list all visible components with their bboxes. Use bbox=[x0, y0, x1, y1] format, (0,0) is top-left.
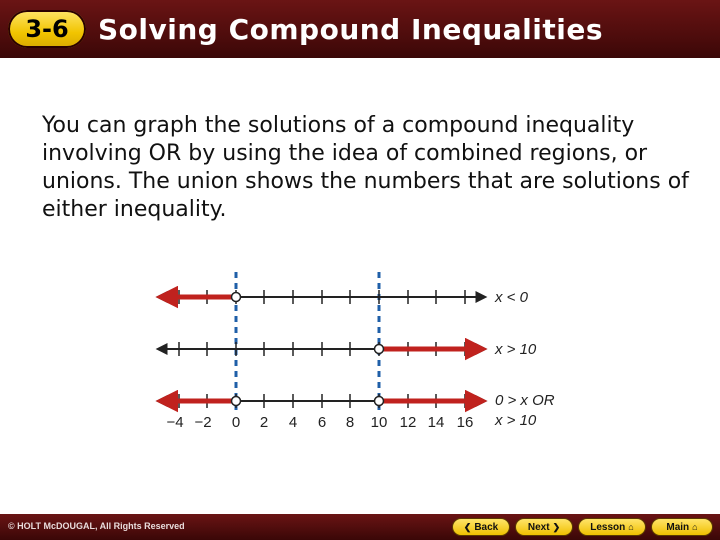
tick-label: 16 bbox=[456, 414, 474, 431]
tick-label: −2 bbox=[194, 414, 212, 431]
open-circle-ten bbox=[375, 345, 384, 354]
tick-label: 10 bbox=[370, 414, 388, 431]
section-badge: 3-6 bbox=[8, 10, 86, 48]
footer-bar bbox=[0, 514, 720, 540]
main-button[interactable] bbox=[651, 518, 713, 536]
inequality-label-3a: 0 > x OR bbox=[495, 392, 555, 409]
inequality-label-1: x < 0 bbox=[495, 289, 528, 306]
tick-label: 8 bbox=[345, 414, 355, 431]
next-label: Next bbox=[527, 521, 550, 533]
tick-label: 2 bbox=[259, 414, 269, 431]
back-button[interactable] bbox=[452, 518, 510, 536]
home-icon: ⌂ bbox=[628, 522, 634, 532]
home-icon: ⌂ bbox=[692, 522, 698, 532]
chevron-right-icon: ❯ bbox=[552, 522, 561, 532]
tick-labels bbox=[166, 414, 473, 431]
body-paragraph: You can graph the solutions of a compound inequality involving OR by using the idea of combined regions, or unions. The union shows the numbers that are solutions of either inequality. bbox=[42, 113, 689, 222]
page-title: Solving Compound Inequalities bbox=[98, 13, 604, 46]
number-line-graph bbox=[140, 262, 580, 432]
inequality-label-2: x > 10 bbox=[495, 341, 537, 358]
tick-label: 14 bbox=[427, 414, 445, 431]
tick-label: 4 bbox=[288, 414, 298, 431]
tick-label: 6 bbox=[317, 414, 327, 431]
header-bar bbox=[0, 0, 720, 58]
open-circle-zero bbox=[232, 293, 241, 302]
main-label: Main bbox=[666, 521, 690, 533]
copyright-text: © HOLT McDOUGAL, All Rights Reserved bbox=[8, 521, 185, 531]
number-line-3 bbox=[158, 392, 555, 429]
open-circle-ten bbox=[375, 397, 384, 406]
inequality-label-3b: x > 10 bbox=[495, 412, 537, 429]
lesson-button[interactable] bbox=[578, 518, 646, 536]
tick-label: −4 bbox=[166, 414, 184, 431]
number-line-2 bbox=[158, 341, 537, 358]
number-line-1 bbox=[158, 289, 529, 306]
next-button[interactable] bbox=[515, 518, 573, 536]
tick-label: 0 bbox=[231, 414, 241, 431]
back-label: Back bbox=[474, 521, 499, 533]
tick-label: 12 bbox=[399, 414, 417, 431]
lesson-label: Lesson bbox=[590, 521, 626, 533]
open-circle-zero bbox=[232, 397, 241, 406]
chevron-left-icon: ❮ bbox=[463, 522, 472, 532]
